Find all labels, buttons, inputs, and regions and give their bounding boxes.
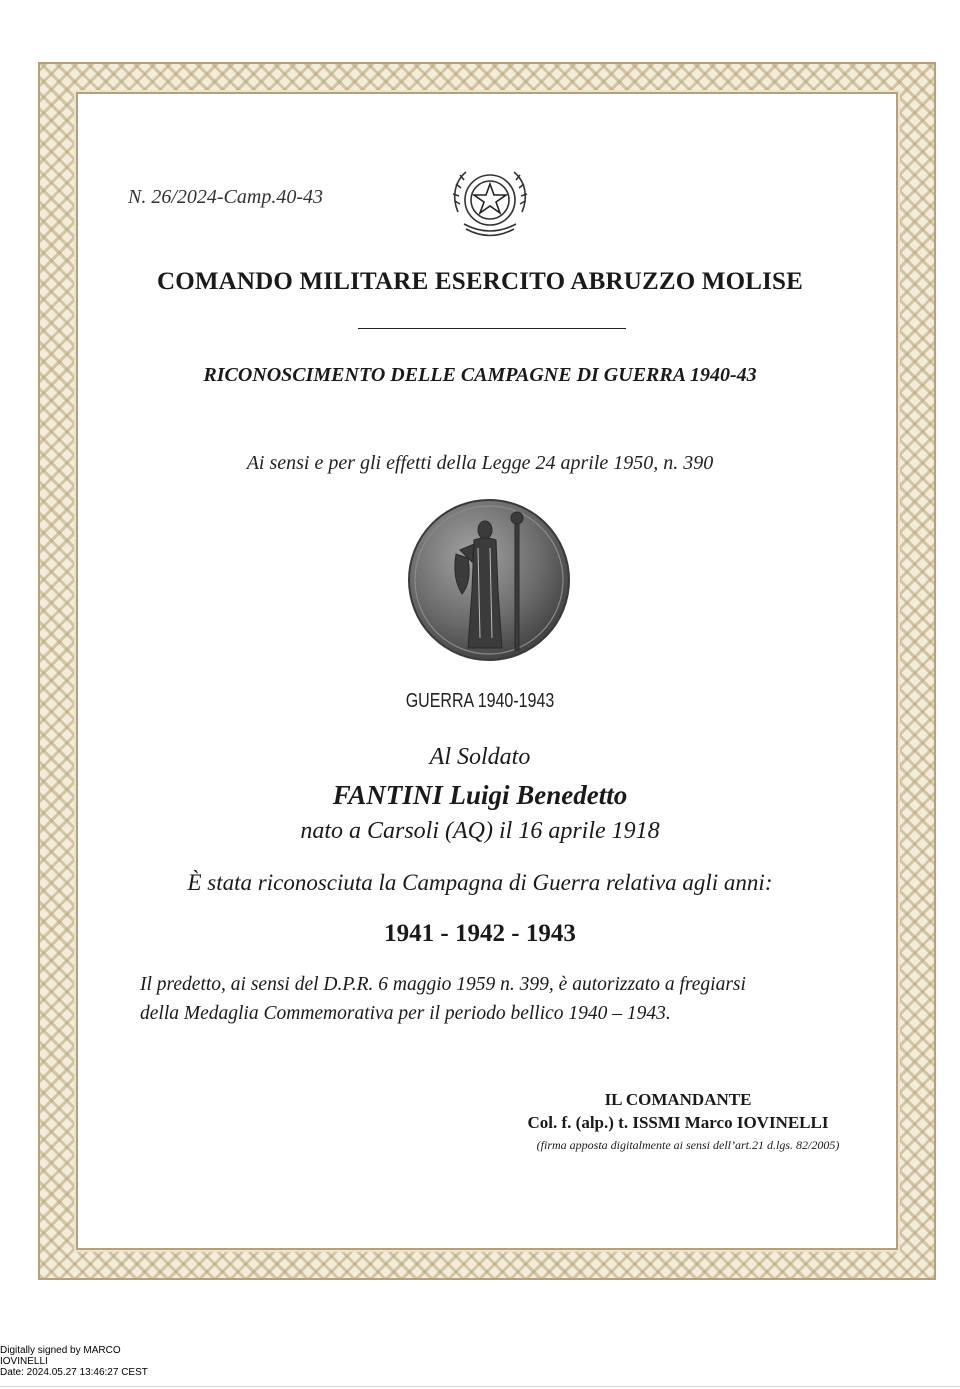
- digital-signature-stamp: [0, 1345, 148, 1378]
- recognition-statement: È stata riconosciuta la Campagna di Guerra relativa agli anni:: [187, 870, 773, 895]
- recipient-birth: nato a Carsoli (AQ) il 16 aprile 1918: [300, 818, 660, 844]
- italian-republic-emblem-icon: [444, 162, 536, 244]
- medal-caption: GUERRA 1940-1943: [405, 690, 555, 712]
- authorization-text: [140, 970, 860, 1028]
- war-medal-icon: [402, 498, 576, 662]
- page-bottom-divider: [0, 1386, 960, 1387]
- digital-signature-line-2: IOVINELLI: [0, 1356, 48, 1367]
- protocol-number: N. 26/2024-Camp.40-43: [128, 186, 323, 208]
- title-divider: [358, 328, 626, 329]
- certificate-page: [76, 92, 898, 1250]
- authorization-line-2: della Medaglia Commemorativa per il periodo bellico 1940 – 1943.: [140, 1003, 671, 1024]
- signature-note: (firma apposta digitalmente ai sensi dell’art.21 d.lgs. 82/2005): [536, 1138, 840, 1152]
- recipient-rank: Al Soldato: [429, 744, 531, 770]
- signatory-name: Col. f. (alp.) t. ISSMI Marco IOVINELLI: [527, 1113, 829, 1132]
- campaign-years: 1941 - 1942 - 1943: [384, 920, 576, 947]
- signatory-title: IL COMANDANTE: [604, 1090, 752, 1109]
- digital-signature-line-3: Date: 2024.05.27 13:46:27 CEST: [0, 1367, 148, 1378]
- law-reference: Ai sensi e per gli effetti della Legge 24 aprile 1950, n. 390: [246, 452, 714, 474]
- certificate-subtitle: RICONOSCIMENTO DELLE CAMPAGNE DI GUERRA 1940-43: [203, 364, 757, 386]
- recipient-name: FANTINI Luigi Benedetto: [332, 780, 628, 810]
- authorization-line-1: Il predetto, ai sensi del D.P.R. 6 maggio 1959 n. 399, è autorizzato a fregiarsi: [140, 974, 746, 995]
- digital-signature-line-1: Digitally signed by MARCO: [0, 1345, 121, 1356]
- command-title: COMANDO MILITARE ESERCITO ABRUZZO MOLISE: [156, 268, 804, 295]
